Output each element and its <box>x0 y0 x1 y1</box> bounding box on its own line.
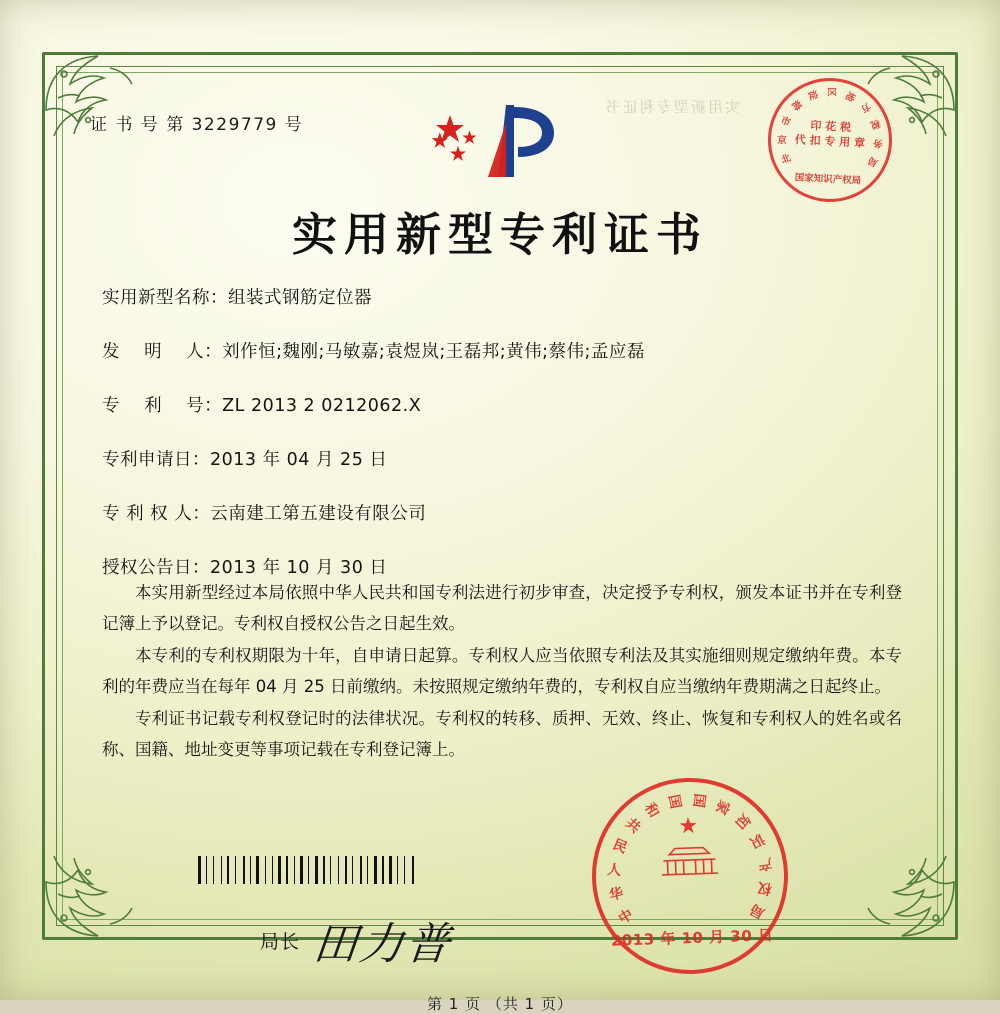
field-row-inventors <box>102 338 920 366</box>
field-value: 组装式钢筋定位器 <box>228 288 372 308</box>
seal-small-ring-text: 北 京 市 海 淀 区 地 方 税 务 局 <box>777 86 884 169</box>
field-value: 刘作恒;魏刚;马敏嘉;袁煜岚;王磊邦;黄伟;蔡伟;孟应磊 <box>222 342 645 362</box>
field-row-patentee <box>102 500 920 528</box>
field-label: 专 利 号： <box>102 396 223 416</box>
field-row-application-date <box>102 446 920 474</box>
legal-paragraph-3: 专利证书记载专利权登记时的法律状况。专利权的转移、质押、无效、终止、恢复和专利权人的姓名或名称、国籍、地址变更等事项记载在专利登记簿上。 <box>102 709 902 759</box>
seal-ring-text: 中 华 人 民 共 和 国 国 家 知 识 产 权 局 <box>606 792 774 928</box>
field-value: 2013 年 04 月 25 日 <box>210 450 388 470</box>
ghost-bleedthrough-text: 实用新型专利证书 <box>603 98 740 116</box>
legal-paragraph-1: 本实用新型经过本局依照中华人民共和国专利法进行初步审查，决定授予专利权，颁发本证书并在专利登记簿上予以登记。专利权自授权公告之日起生效。 <box>102 583 902 633</box>
field-label: 专 利 权 人： <box>102 504 211 524</box>
field-list <box>102 284 920 608</box>
signature-row <box>260 908 455 972</box>
seal-small-line-2: 代 扣 专 用 章 <box>794 133 866 150</box>
seal-emblem-icon <box>657 843 722 879</box>
field-value: 2013 年 10 月 30 日 <box>210 558 388 578</box>
legal-paragraph-2: 本专利的专利权期限为十年，自申请日起算。专利权人应当依照专利法及其实施细则规定缴纳年费。本专利的年费应当在每年 04 月 25 日前缴纳。未按照规定缴纳年费的，专利权自应当缴纳年费期满之日起终止。 <box>102 646 902 696</box>
field-row-utility-model-name <box>102 284 920 312</box>
page-title: 实用新型专利证书 <box>291 208 708 261</box>
seal-small-bottom-text: 国家知识产权局 <box>794 172 862 187</box>
signature-handwriting: 田力普 <box>310 919 455 970</box>
seal-star-icon: ★ <box>677 813 699 840</box>
field-label: 专利申请日： <box>102 450 210 470</box>
field-label: 授权公告日： <box>102 558 210 578</box>
field-value: ZL 2013 2 0212062.X <box>222 396 422 416</box>
seal-small-center-text <box>771 116 890 152</box>
official-seal-tax-stamp <box>765 75 895 205</box>
sipo-logo-icon <box>410 93 590 189</box>
signature-label: 局长 <box>260 930 301 953</box>
certificate-number: 证 书 号 第 3229779 号 <box>90 115 304 135</box>
legal-text-block <box>102 578 902 767</box>
page-footer: 第 1 页 （共 1 页） <box>427 995 573 1013</box>
field-row-patent-number <box>102 392 920 420</box>
field-label: 发 明 人： <box>102 342 223 362</box>
barcode <box>198 856 466 884</box>
seal-small-line-1: 印 花 税 <box>810 118 852 135</box>
field-label: 实用新型名称： <box>102 288 228 308</box>
seal-date: 2013 年 10 月 30 日 <box>610 926 774 950</box>
field-value: 云南建工第五建设有限公司 <box>210 504 427 524</box>
official-seal-sipo <box>589 775 792 978</box>
